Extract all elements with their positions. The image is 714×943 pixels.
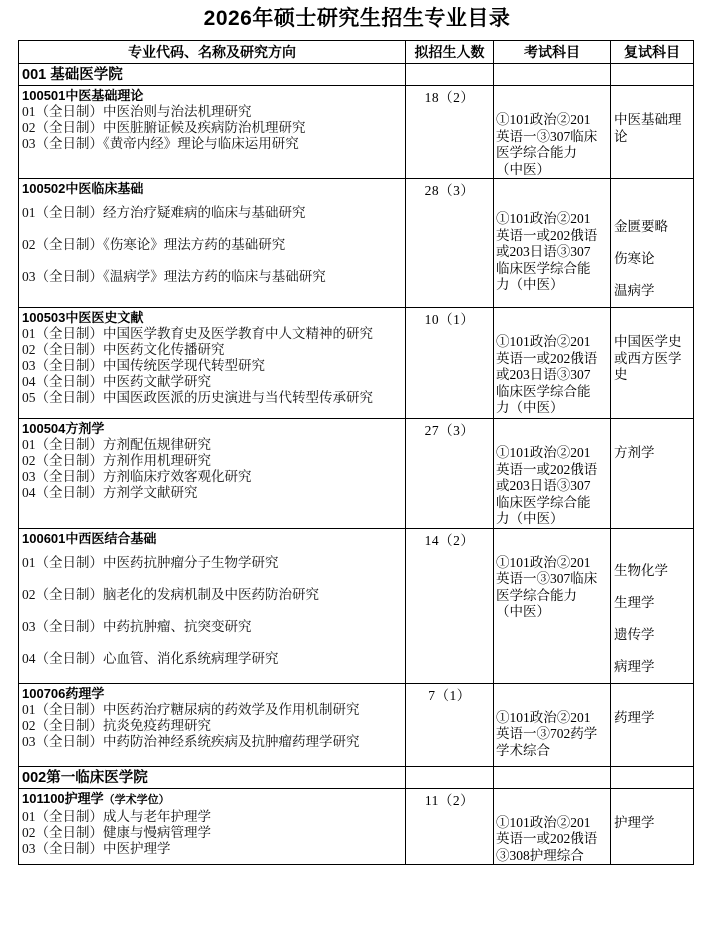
- quota-value: 27（3）: [424, 423, 475, 438]
- exam-line: 力（中医）: [496, 400, 564, 415]
- list-item: 02（全日制）健康与慢病管理学: [22, 824, 211, 840]
- retest-line: 病理学: [614, 658, 655, 674]
- retest-subjects: [611, 419, 693, 462]
- college-exam-cell: [494, 766, 611, 788]
- retest-line: 生物化学: [614, 562, 668, 578]
- retest-line: 温病学: [614, 283, 655, 298]
- admissions-catalog-table: [18, 40, 694, 865]
- retest-subjects: [611, 86, 693, 145]
- major-retest-cell: [611, 683, 694, 766]
- page-title: 2026年硕士研究生招生专业目录: [203, 7, 511, 30]
- list-item: 04（全日制）方剂学文献研究: [22, 485, 198, 500]
- exam-line: 英语一③307临床: [496, 128, 598, 144]
- exam-line: ①101政治②201: [496, 709, 591, 725]
- table-body: [19, 64, 694, 865]
- catalog-table-container: [18, 40, 693, 865]
- retest-subjects: [611, 529, 693, 683]
- list-item: 01（全日制）中医药治疗糖尿病的药效学及作用机制研究: [22, 701, 360, 717]
- college-exam-cell: [494, 64, 611, 86]
- major-exam-cell: [494, 308, 611, 419]
- exam-line: 英语一或202俄语: [496, 350, 598, 366]
- quota-value: 28（3）: [424, 183, 475, 198]
- major-name: 100502中医临床基础: [22, 181, 144, 196]
- retest-line: 史: [614, 367, 628, 382]
- major-retest-cell: [611, 86, 694, 179]
- college-header-row: [19, 766, 694, 788]
- spacer: [19, 293, 405, 305]
- list-item: 01（全日制）经方治疗疑难病的临床与基础研究: [22, 205, 306, 220]
- major-directions-cell: [19, 683, 406, 766]
- quota-value: 14（2）: [424, 532, 475, 548]
- column-header-quota: 拟招生人数: [406, 41, 494, 64]
- major-retest-cell: [611, 419, 694, 529]
- exam-subjects: [494, 86, 610, 178]
- exam-line: 学术综合: [496, 742, 550, 758]
- column-header-exam-subjects: 考试科目: [494, 41, 611, 64]
- table-row: [19, 419, 694, 529]
- exam-subjects: [494, 529, 610, 621]
- list-item: 01（全日制）中医药抗肿瘤分子生物学研究: [22, 554, 279, 570]
- college-retest-cell: [611, 766, 694, 788]
- table-row: [19, 179, 694, 308]
- major-name-text: 101100护理学: [22, 790, 104, 806]
- exam-line: （中医）: [496, 161, 550, 177]
- exam-line: ①101政治②201: [496, 445, 591, 460]
- list-item: 05（全日制）中国医政医派的历史演进与当代转型传承研究: [22, 390, 373, 405]
- major-quota-cell: [406, 308, 494, 419]
- retest-subjects: [611, 308, 693, 384]
- major-name: [19, 789, 405, 809]
- exam-line: 医学综合能力: [496, 587, 577, 603]
- list-item: 01（全日制）成人与老年护理学: [22, 808, 211, 824]
- retest-line: 中医基础理: [614, 112, 682, 127]
- major-exam-cell: [494, 179, 611, 308]
- major-exam-cell: [494, 419, 611, 529]
- retest-line: 药理学: [614, 709, 655, 725]
- research-direction-list: [19, 547, 405, 675]
- major-directions-cell: [19, 86, 406, 179]
- list-item: 02（全日制）方剂作用机理研究: [22, 453, 211, 468]
- column-header-direction: 专业代码、名称及研究方向: [19, 41, 406, 64]
- list-item: 03（全日制）中药防治神经系统疾病及抗肿瘤药理学研究: [22, 733, 360, 749]
- list-item: 03（全日制）《黄帝内经》理论与临床运用研究: [22, 136, 299, 151]
- exam-line: 英语一或202俄语: [496, 227, 598, 243]
- list-item: 02（全日制）中医脏腑证候及疾病防治机理研究: [22, 120, 306, 135]
- research-direction-list: [19, 197, 405, 293]
- major-directions-cell: [19, 528, 406, 683]
- major-name: 100601中西医结合基础: [22, 530, 157, 546]
- exam-line: 英语一③702药学: [496, 726, 598, 741]
- exam-line: ①101政治②201: [496, 112, 591, 127]
- retest-subjects: [611, 684, 693, 727]
- major-exam-cell: [494, 86, 611, 179]
- exam-line: （中医）: [496, 604, 550, 619]
- list-item: 02（全日制）脑老化的发病机制及中医药防治研究: [22, 586, 319, 602]
- list-item: 04（全日制）心血管、消化系统病理学研究: [22, 650, 279, 666]
- major-quota-cell: [406, 683, 494, 766]
- column-header-retest-subjects: 复试科目: [611, 41, 694, 64]
- spacer: [19, 501, 405, 523]
- college-name-cell: [19, 766, 406, 788]
- major-quota-cell: [406, 179, 494, 308]
- retest-line: 生理学: [614, 594, 655, 610]
- exam-line: 医学综合能力: [496, 145, 577, 160]
- quota-value: 10（1）: [424, 312, 475, 327]
- list-item: 03（全日制）中国传统医学现代转型研究: [22, 358, 265, 373]
- exam-line: ①101政治②201: [496, 554, 591, 570]
- major-name: 100503中医医史文献: [22, 310, 144, 325]
- exam-line: 英语一或202俄语: [496, 461, 598, 477]
- major-quota-cell: [406, 86, 494, 179]
- exam-subjects: [494, 684, 610, 760]
- retest-subjects: [611, 179, 693, 307]
- major-quota-cell: [406, 788, 494, 865]
- list-item: 02（全日制）中医药文化传播研究: [22, 342, 225, 357]
- degree-type-label: （学术学位）: [103, 793, 170, 806]
- quota-value: 7（1）: [428, 687, 471, 703]
- retest-subjects: [611, 789, 693, 832]
- major-directions-cell: [19, 179, 406, 308]
- retest-line: 金匮要略: [614, 219, 668, 234]
- list-item: 03（全日制）《温病学》理法方药的临床与基础研究: [22, 269, 326, 284]
- retest-line: 方剂学: [614, 445, 655, 460]
- exam-line: 或203日语③307: [496, 367, 591, 382]
- research-direction-list: [19, 104, 405, 152]
- major-exam-cell: [494, 788, 611, 865]
- college-label: 001 基础医学院: [22, 67, 123, 83]
- college-quota-cell: [406, 64, 494, 86]
- exam-line: ①101政治②201: [496, 814, 591, 830]
- spacer: [19, 152, 405, 174]
- table-header: [19, 41, 694, 64]
- exam-subjects: [494, 419, 610, 528]
- list-item: 03（全日制）中医护理学: [22, 840, 171, 856]
- exam-subjects: [494, 179, 610, 294]
- retest-line: 遗传学: [614, 626, 655, 642]
- list-item: 03（全日制）方剂临床疗效客观化研究: [22, 469, 252, 484]
- exam-line: ①101政治②201: [496, 211, 591, 226]
- retest-line: 论: [614, 128, 628, 144]
- major-retest-cell: [611, 308, 694, 419]
- college-label: 002第一临床医学院: [22, 769, 148, 786]
- table-row: [19, 683, 694, 766]
- list-item: 03（全日制）中药抗肿瘤、抗突变研究: [22, 618, 252, 634]
- exam-line: 临床医学综合能: [496, 383, 591, 399]
- major-retest-cell: [611, 179, 694, 308]
- major-exam-cell: [494, 683, 611, 766]
- major-quota-cell: [406, 419, 494, 529]
- research-direction-list: [19, 809, 405, 857]
- table-row: [19, 308, 694, 419]
- college-header-row: [19, 64, 694, 86]
- research-direction-list: [19, 702, 405, 750]
- table-header-row: [19, 41, 694, 64]
- list-item: 02（全日制）抗炎免疫药理研究: [22, 717, 211, 733]
- quota-value: 18（2）: [424, 90, 475, 105]
- major-exam-cell: [494, 528, 611, 683]
- retest-line: 中国医学史: [614, 334, 682, 349]
- major-directions-cell: [19, 419, 406, 529]
- exam-line: 或203日语③307: [496, 478, 591, 493]
- major-name: 100706药理学: [22, 685, 105, 701]
- major-retest-cell: [611, 788, 694, 865]
- table-row: [19, 528, 694, 683]
- retest-line: 护理学: [614, 814, 655, 830]
- exam-subjects: [494, 308, 610, 417]
- college-name-cell: [19, 64, 406, 86]
- research-direction-list: [19, 326, 405, 406]
- exam-line: 力（中医）: [496, 277, 564, 292]
- major-directions-cell: [19, 788, 406, 865]
- college-retest-cell: [611, 64, 694, 86]
- exam-line: 英语一③307临床: [496, 571, 598, 586]
- table-row: [19, 788, 694, 865]
- exam-line: 或203日语③307: [496, 244, 591, 259]
- spacer: [19, 406, 405, 418]
- exam-line: 临床医学综合能: [496, 494, 591, 510]
- major-name: 100501中医基础理论: [22, 88, 144, 103]
- exam-line: 临床医学综合能: [496, 260, 591, 276]
- college-quota-cell: [406, 766, 494, 788]
- list-item: 01（全日制）方剂配伍规律研究: [22, 437, 211, 452]
- spacer: [19, 750, 405, 766]
- list-item: 02（全日制）《伤寒论》理法方药的基础研究: [22, 237, 286, 252]
- list-item: 04（全日制）中医药文献学研究: [22, 374, 211, 389]
- major-retest-cell: [611, 528, 694, 683]
- quota-value: 11（2）: [424, 792, 475, 808]
- retest-line: 伤寒论: [614, 251, 655, 266]
- major-name: 100504方剂学: [22, 421, 105, 436]
- research-direction-list: [19, 437, 405, 501]
- list-item: 01（全日制）中国医学教育史及医学教育中人文精神的研究: [22, 326, 373, 341]
- table-row: [19, 86, 694, 179]
- major-quota-cell: [406, 528, 494, 683]
- exam-line: 力（中医）: [496, 511, 564, 526]
- exam-line: ①101政治②201: [496, 334, 591, 349]
- exam-line: ③308护理综合: [496, 847, 584, 863]
- retest-line: 或西方医学: [614, 350, 682, 366]
- major-directions-cell: [19, 308, 406, 419]
- list-item: 01（全日制）中医治则与治法机理研究: [22, 104, 252, 119]
- exam-subjects: [494, 789, 610, 865]
- exam-line: 英语一或202俄语: [496, 831, 598, 846]
